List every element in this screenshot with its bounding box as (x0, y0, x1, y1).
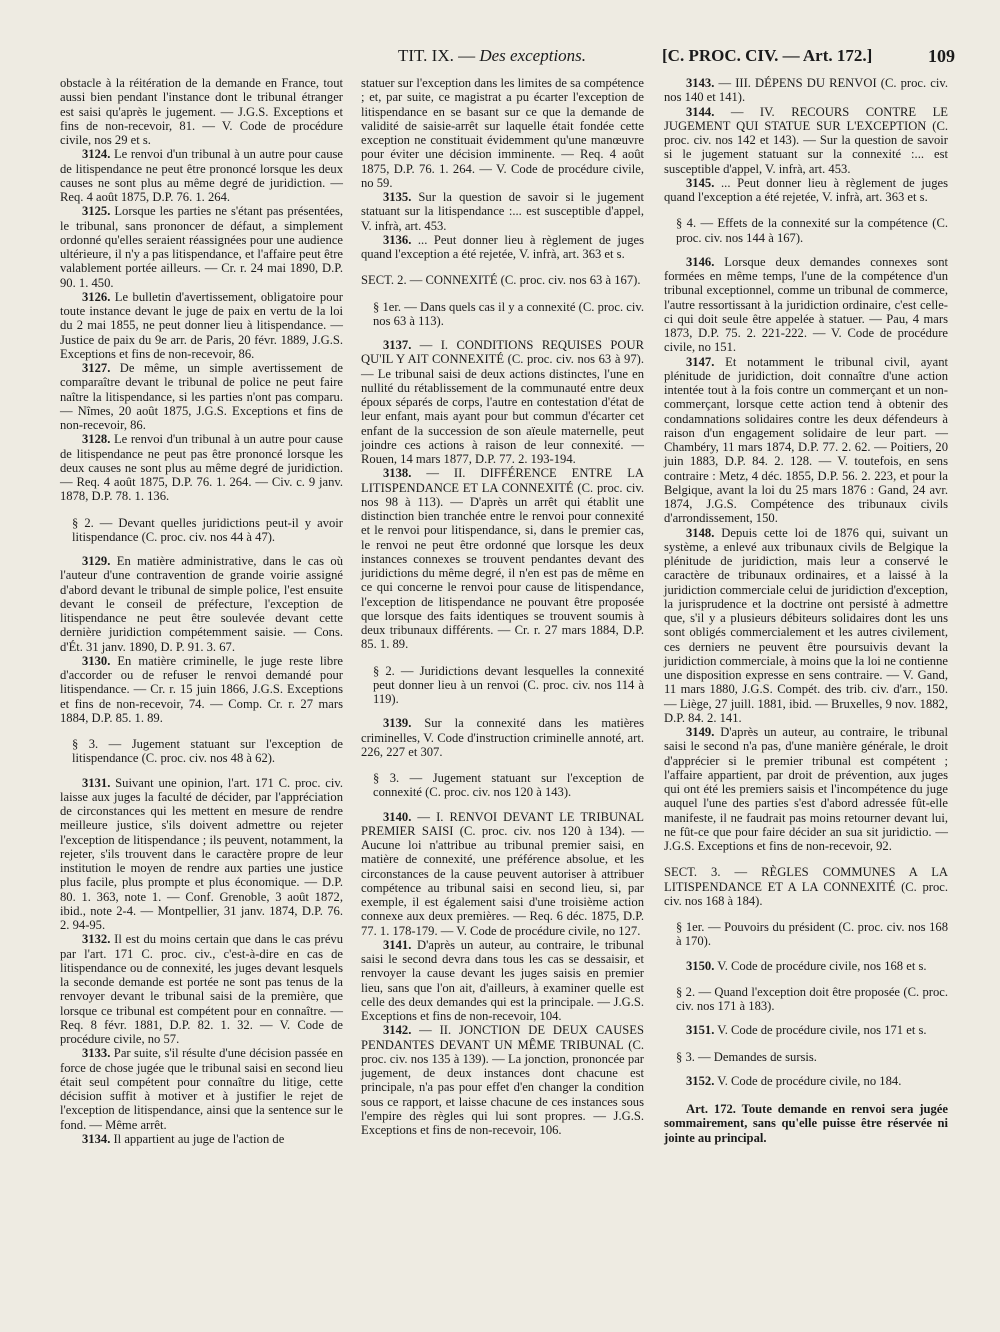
paragraph-text: V. Code de procédure civile, nos 171 et s. (714, 1023, 927, 1038)
text-column-right (664, 76, 948, 1145)
paragraph-text: En matière criminelle, le juge reste libre d'accorder ou de refuser le renvoi demandé pour litispendance. — Cr. r. 15 juin 1866, J.G.S. Exceptions et fins de non-recevoir, 74. — Comp. Cr. r. 27 mars 1884, D.P. 85. 1. 89. (60, 653, 343, 725)
paragraph-number: 3148. (686, 525, 715, 540)
paragraph-text: De même, un simple avertissement de comparaître devant le tribunal de police ne peut faire naître la litispendance, si les parties n'ont pas comparu. — Nîmes, 20 août 1875, J.G.S. Exceptions et fins de non-recevoir, 86. (60, 361, 343, 432)
paragraph-text: § 2. — Quand l'exception doit être proposée (C. proc. civ. nos 171 à 183). (676, 984, 948, 1013)
paragraph (60, 290, 343, 361)
paragraph-text: Lorsque deux demandes connexes sont formées en même temps, l'une de la compétence d'un tribunal exceptionnel, comme un tribunal de commerce, l'autre ressortissant à la juridiction ordinaire, c'est celle-ci qui doit seule être appelée à statuer. — Pau, 4 mars 1873, D.P. 75. 2. 221-222. — V. Code de procédure civile, no 151. (664, 254, 948, 355)
paragraph-number: 3152. (686, 1073, 715, 1088)
paragraph-number: 3134. (82, 1131, 111, 1146)
paragraph-number: 3128. (82, 432, 111, 447)
code-reference: [C. PROC. CIV. — Art. 172.] (662, 46, 873, 65)
paragraph (60, 554, 343, 654)
section-heading (361, 771, 644, 800)
paragraph-number: 3147. (686, 354, 715, 369)
paragraph-number: 3135. (383, 190, 412, 204)
paragraph-number: 3125. (82, 204, 111, 219)
paragraph-text: — II. DIFFÉRENCE ENTRE LA LITISPENDANCE ET LA CONNEXITÉ (C. proc. civ. nos 98 à 113). — D'après un arrêt qui établit une distinction bien tranchée entre le renvoi pour connexité et le renvoi pour litispendance, si, dans le premier cas, le renvoi ne peut être ordonné que lorsque les deux instances connexes se trouvent pendantes devant des juridictions du même degré, il n'en est pas de même en ce qui concerne le renvoi pour cause de litispendance, l'exception de litispendance ne pouvant être proposée que lorsque des faits identiques se trouvent soumis à deux tribunaux différents. — Cr. r. 27 mars 1884, D.P. 85. 1. 89. (361, 466, 644, 652)
paragraph (664, 355, 948, 526)
section-heading (664, 920, 948, 949)
text-column-left (60, 76, 343, 1146)
paragraph (60, 76, 343, 147)
paragraph (60, 432, 343, 503)
paragraph-number: 3126. (82, 289, 111, 304)
paragraph (664, 959, 948, 973)
section-heading (664, 865, 948, 908)
paragraph (361, 1023, 644, 1137)
paragraph-text: Le renvoi d'un tribunal à un autre pour cause de litispendance ne peut pas être prononcé lorsque les deux causes ne sont plus au même degré de juridiction. — Req. 4 août 1875, D.P. 76. 1. 264. — Civ. c. 9 janv. 1878, D.P. 78. 1. 136. (60, 432, 343, 504)
section-heading (664, 1050, 948, 1064)
paragraph-text: § 4. — Effets de la connexité sur la compétence (C. proc. civ. nos 144 à 167). (676, 216, 948, 245)
section-heading (361, 273, 644, 287)
paragraph-text: — II. JONCTION DE DEUX CAUSES PENDANTES DEVANT UN MÊME TRIBUNAL (C. proc. civ. nos 135 à 139). — La jonction, prononcée par jugement, de deux instances dont chacune est principale, n'a pas pour effet d'en changer la condition sous ce rapport, et laisse chacune de ces instances sous l'empire des règles qui lui sont propres. — J.G.S. Exceptions et fins de non-recevoir, 106. (361, 1023, 644, 1137)
paragraph-text: Lorsque les parties ne s'étant pas présentées, le tribunal, sans prononcer de défaut, a simplement ordonné qu'elles seraient réassignées pour une audience ultérieure, il n'y a pas litispendance, et l'affaire peut être valablement portée ailleurs. — Cr. r. 24 mai 1890, D.P. 90. 1. 450. (60, 204, 343, 290)
paragraph-number: 3150. (686, 958, 715, 973)
paragraph-text: Art. 172. Toute demande en renvoi sera jugée sommairement, sans qu'elle puisse être réservée ni jointe au principal. (664, 1102, 948, 1145)
section-heading (664, 216, 948, 245)
paragraph-text: — III. DÉPENS DU RENVOI (C. proc. civ. nos 140 et 141). (664, 76, 948, 105)
paragraph-number: 3127. (82, 361, 111, 375)
paragraph-text: statuer sur l'exception dans les limites de sa compétence ; et, par suite, ce magistrat a pu écarter l'exception de litispendance en se basant sur ce que la demande de validité de saisie-arrêt sur laquelle était fondée cette exception ne constituait évidemment qu'une manœuvre pour éviter une décision imminente. — Req. 4 août 1875, D.P. 76. 1. 264. — V. Code de procédure civile, no 59. (361, 76, 644, 190)
paragraph (664, 76, 948, 105)
paragraph-number: 3124. (82, 147, 111, 162)
paragraph-number: 3137. (383, 338, 412, 352)
paragraph (60, 204, 343, 290)
paragraph-number: 3141. (383, 937, 412, 952)
paragraph-text: obstacle à la réitération de la demande en France, tout aussi bien pendant l'instance dont le tribunal étranger est saisi qu'après le jugement. — J.G.S. Exceptions et fins de non-recevoir, 81. — V. Code de procédure civile, nos 29 et s. (60, 76, 343, 147)
paragraph-text: § 2. — Juridictions devant lesquelles la connexité peut donner lieu à un renvoi (C. proc. civ. nos 114 à 119). (373, 663, 644, 706)
paragraph-text: Et notamment le tribunal civil, ayant plénitude de juridiction, doit connaître d'une action intentée tout à la fois contre un commerçant et un non-commerçant, lorsque cette action tend à obtenir des condamnations solidaires contre les deux défendeurs à raison d'un engagement solidaire de leur part. — Chambéry, 11 mars 1874, D.P. 77. 2. 62. — Poitiers, 20 juin 1883, D.P. 84. 2. 128. — V. toutefois, en sens contraire : Metz, 4 déc. 1855, D.P. 56. 2. 223, et pour la Belgique, avant la loi du 25 mars 1876 : Gand, 24 avr. 1874, J.G.S. Compétence des tribunaux civils d'arrondissement, 150. (664, 354, 948, 526)
paragraph (361, 190, 644, 233)
paragraph (664, 725, 948, 853)
paragraph (60, 1046, 343, 1132)
paragraph (664, 255, 948, 355)
paragraph (60, 932, 343, 1046)
paragraph-text: Le renvoi d'un tribunal à un autre pour cause de litispendance ne peut être prononcé lorsque les deux causes ne sont plus au même degré de juridiction. — Req. 4 août 1875, D.P. 76. 1. 264. (60, 147, 343, 204)
paragraph-number: 3145. (686, 175, 715, 190)
paragraph (664, 176, 948, 205)
paragraph-number: 3138. (383, 466, 412, 481)
paragraph-number: 3144. (686, 104, 715, 119)
paragraph-text: § 3. — Demandes de sursis. (676, 1049, 817, 1064)
paragraph-text: D'après un auteur, au contraire, le tribunal saisi le second n'a pas, d'une manière générale, le droit d'apprécier si le premier tribunal est compétent ; l'affaire appartient, par droit de prévention, aux juges qui ont été les premiers saisis et l'incompétence du juge auquel l'une des parties s'est d'abord adressée fût-elle manifeste, il ne faudrait pas moins retourner devant lui, ne fût-ce que pour faire décider an sua sit juridictio. — J.G.S. Exceptions et fins de non-recevoir, 92. (664, 725, 948, 853)
paragraph (664, 1074, 948, 1088)
paragraph-text: Il est du moins certain que dans le cas prévu par l'art. 171 C. proc. civ., c'est-à-dire en cas de litispendance ou de connexité, les juges devant lesquels la seconde demande est portée ne sont pas tenus de la renvoyer devant le tribunal saisi de la première, que lorsque ce tribunal est compétent pour en connaître. — Req. 8 févr. 1881, D.P. 82. 1. 32. — V. Code de procédure civile, no 57. (60, 932, 343, 1046)
paragraph-text: — I. CONDITIONS REQUISES POUR QU'IL Y AIT CONNEXITÉ (C. proc. civ. nos 63 à 97). — Le tribunal saisi de deux actions distinctes, l'une en nullité du rétablissement de la communauté entre deux époux séparés de corps, l'autre en contestation d'état de leur enfant, mais ayant pour but commun d'écarter cet enfant de la succession de son aïeule maternelle, peut joindre ces actions à raison de leur connexité. — Rouen, 14 mars 1877, D.P. 77. 2. 193-194. (361, 338, 644, 466)
paragraph (60, 1132, 343, 1146)
paragraph (60, 147, 343, 204)
paragraph (664, 526, 948, 726)
paragraph-text: ... Peut donner lieu à règlement de juges quand l'exception a été rejetée, V. infrà, art. 363 et s. (361, 232, 644, 261)
paragraph (361, 233, 644, 262)
chapter-title: TIT. IX. — Des exceptions. (398, 46, 587, 65)
paragraph-number: 3143. (686, 76, 715, 90)
paragraph (664, 1023, 948, 1037)
paragraph-text: Le bulletin d'avertissement, obligatoire pour toute instance devant le juge de paix en vertu de la loi du 2 mai 1855, ne peut donner lieu à litispendance. — Justice de paix du 9e arr. de Paris, 20 févr. 1889, J.G.S. Exceptions et fins de non-recevoir, 86. (60, 289, 343, 361)
paragraph-text: SECT. 2. — CONNEXITÉ (C. proc. civ. nos 63 à 167). (361, 273, 641, 288)
section-heading (361, 664, 644, 707)
paragraph-text: V. Code de procédure civile, nos 168 et s. (714, 958, 927, 973)
paragraph-text: § 1er. — Dans quels cas il y a connexité (C. proc. civ. nos 63 à 113). (373, 299, 644, 328)
paragraph (361, 338, 644, 466)
paragraph-number: 3139. (383, 716, 412, 731)
running-header (0, 44, 1000, 74)
paragraph (60, 654, 343, 725)
paragraph-number: 3140. (383, 809, 412, 824)
paragraph (361, 466, 644, 651)
paragraph-text: D'après un auteur, au contraire, le tribunal saisi le second devra dans tous les cas se dessaisir, et renvoyer la cause devant les juges saisis en premier lieu, sans que l'on ait, d'ailleurs, à examiner quelle est celle des deux demandes qui est la principale. — J.G.S. Exceptions et fins de non-recevoir, 104. (361, 937, 644, 1023)
paragraph-text: Sur la question de savoir si le jugement statuant sur la litispendance :... est susceptible d'appel, V. infrà, art. 453. (361, 190, 644, 233)
paragraph-text: ... Peut donner lieu à règlement de juges quand l'exception a été rejetée, V. infrà, art. 363 et s. (664, 175, 948, 204)
paragraph-number: 3136. (383, 232, 412, 247)
paragraph-text: Depuis cette loi de 1876 qui, suivant un système, a enlevé aux tribunaux civils de Belgique la plénitude de juridiction, mais leur a conservé le caractère de tribunaux ordinaires, et a laissé à la juridiction commerciale celui de juridiction d'exception, la jurisprudence et la doctrine ont persisté à admettre que, s'il y a plusieurs débiteurs solidaires dont les uns sont obligés commercialement et les autres civilement, ces derniers ne peuvent être poursuivis devant la juridiction commerciale, à moins que la loi ne contienne une disposition expresse en sens contraire. — V. Gand, 11 mars 1880, J.G.S. Compét. des trib. civ. d'arr., 150. — Liège, 27 juill. 1881, ibid. — Bruxelles, 9 nov. 1882, D.P. 84. 2. 141. (664, 525, 948, 725)
paragraph-text: — IV. RECOURS CONTRE LE JUGEMENT QUI STATUE SUR L'EXCEPTION (C. proc. civ. nos 142 et 143). — Sur la question de savoir si le jugement statuant sur la connexité :... est susceptible d'appel, V. infrà, art. 453. (664, 104, 948, 176)
section-heading (664, 985, 948, 1014)
paragraph-text: — I. RENVOI DEVANT LE TRIBUNAL PREMIER SAISI (C. proc. civ. nos 120 à 134). — Aucune loi n'attribue au tribunal premier saisi, en matière de connexité, une préférence absolue, et les circonstances de la cause peuvent autoriser à attribuer compétence au tribunal saisi en second lieu, si, par exemple, il est également saisi d'une troisième action connexe aux deux premières. — Req. 6 déc. 1875, D.P. 77. 1. 178-179. — V. Code de procédure civile, no 127. (361, 809, 644, 938)
article-text (664, 1102, 948, 1145)
paragraph-number: 3133. (82, 1046, 111, 1061)
paragraph-text: Il appartient au juge de l'action de (110, 1131, 285, 1146)
paragraph-number: 3151. (686, 1023, 715, 1038)
paragraph-number: 3131. (82, 775, 111, 790)
paragraph-number: 3149. (686, 725, 715, 739)
paragraph (361, 716, 644, 759)
paragraph-text: Sur la connexité dans les matières criminelles, V. Code d'instruction criminelle annoté, art. 226, 227 et 307. (361, 716, 644, 759)
paragraph-text: SECT. 3. — RÈGLES COMMUNES A LA LITISPENDANCE ET A LA CONNEXITÉ (C. proc. civ. nos 168 à 184). (664, 865, 948, 908)
paragraph-text: En matière administrative, dans le cas où l'auteur d'une contravention de grande voirie assigné d'abord devant le tribunal de simple police, l'est ensuite devant le conseil de préfecture, l'exception de litispendance ne peut être soulevée devant cette dernière juridiction compétemment saisie. — Cons. d'Ét. 31 janv. 1890, D. P. 91. 3. 67. (60, 554, 343, 654)
paragraph-number: 3129. (82, 554, 111, 568)
paragraph (60, 361, 343, 432)
paragraph (361, 938, 644, 1024)
paragraph-text: § 3. — Jugement statuant sur l'exception de litispendance (C. proc. civ. nos 48 à 62). (72, 737, 343, 766)
paragraph (664, 105, 948, 176)
page-number: 109 (928, 46, 955, 66)
paragraph (361, 76, 644, 190)
text-column-middle (361, 76, 644, 1137)
paragraph (361, 810, 644, 938)
paragraph-number: 3130. (82, 653, 111, 668)
paragraph-text: § 2. — Devant quelles juridictions peut-il y avoir litispendance (C. proc. civ. nos 44 à 47). (72, 515, 343, 544)
paragraph (60, 776, 343, 933)
paragraph-number: 3142. (383, 1023, 412, 1038)
paragraph-text: § 1er. — Pouvoirs du président (C. proc. civ. nos 168 à 170). (676, 920, 948, 949)
paragraph-text: V. Code de procédure civile, no 184. (714, 1073, 902, 1088)
section-heading (60, 516, 343, 545)
paragraph-number: 3132. (82, 932, 111, 947)
paragraph-number: 3146. (686, 254, 715, 269)
paragraph-text: Par suite, s'il résulte d'une décision passée en force de chose jugée que le tribunal saisi en second lieu était seul compétent pour connaître du litige, cette décision suffit à motiver et à justifier le rejet de l'exception de litispendance, ainsi que la sentence sur le fond. — Même arrêt. (60, 1046, 343, 1132)
section-heading (60, 737, 343, 766)
paragraph-text: Suivant une opinion, l'art. 171 C. proc. civ. laisse aux juges la faculté de décider, par l'appréciation de circonstances qui les mettent en mesure de rendre meilleure justice, s'ils doivent admettre ou rejeter l'exception de litispendance ; ils peuvent, notamment, la rejeter, s'ils trouvent dans le caractère propre de leur institution le moyen de rendre aux parties une justice plus facile, plus prompte et plus économique. — D.P. 80. 1. 363, note 1. — Conf. Grenoble, 3 août 1872, ibid., note 2-4. — Montpellier, 31 janv. 1874, D.P. 76. 2. 94-95. (60, 775, 343, 932)
paragraph-text: § 3. — Jugement statuant sur l'exception de connexité (C. proc. civ. nos 120 à 143). (373, 771, 644, 800)
section-heading (361, 300, 644, 329)
